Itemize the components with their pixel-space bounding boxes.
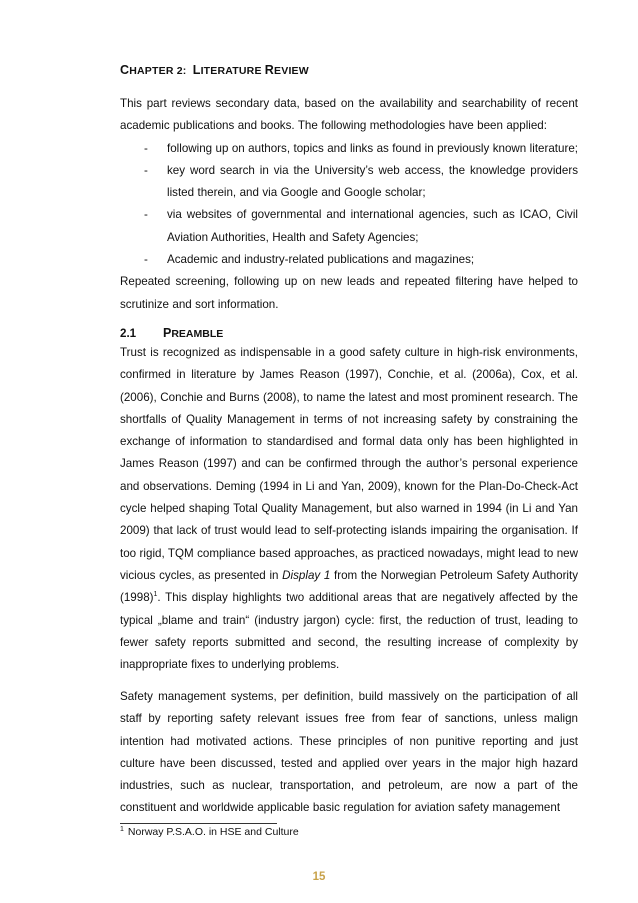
footnote-reference: 1 <box>153 591 158 599</box>
footnote-divider <box>120 823 277 824</box>
chapter-prefix-initial: C <box>120 63 130 77</box>
section-number: 2.1 <box>120 327 137 340</box>
footnote-mark: 1 <box>120 826 124 833</box>
intro-lead: This part reviews secondary data, based on the availability and searchability of recent academic publications and books. The following methodologies have been applied: <box>120 97 578 133</box>
intro-block <box>120 93 578 316</box>
section-heading: 2.1 PREAMBLE <box>120 326 224 340</box>
display-reference: Display 1 <box>282 568 331 582</box>
methodology-list <box>120 138 578 272</box>
footnote-text: Norway P.S.A.O. in HSE and Culture <box>127 826 299 838</box>
para1-text-a: Trust is recognized as indispensable in a good safety culture in high-risk environments, confirmed in literature by James Reason (1997), Conchie, et al. (2006a), Cox, et al. (2006), Conchie and Burns (2008), to name the latest and most prominent research. The shortfalls of Quality Management in terms of not increasing safety by constraining the exchange of information to standardised and formal data only has been highlighted in James Reason (1997) and can be confirmed through the author’s personal experience and observations. Deming (1994 in Li and Yan, 2009), known for the Plan-Do-Check-Act cycle helped shaping Total Quality Management, but also warned in 1994 (in Li and Yan 2009) that lack of trust would lead to self-protecting islands impairing the organisation. If too rigid, TQM compliance based approaches, as practiced nowadays, might lead to new vicious cycles, as presented in <box>120 346 578 582</box>
list-item <box>120 204 578 249</box>
preamble-paragraph-1 <box>120 342 578 676</box>
bullet-marker: - <box>144 141 148 155</box>
list-item-text: via websites of governmental and international agencies, such as ICAO, Civil Aviation Authorities, Health and Safety Agencies; <box>167 208 578 244</box>
list-item <box>120 160 578 205</box>
list-item <box>120 138 578 160</box>
bullet-marker: - <box>144 163 148 177</box>
para1-text-c: . This display highlights two additional areas that are negatively affected by the typical „blame and train“ (industry jargon) cycle: first, the reduction of trust, leading to fewer safety reports submitted and second, the resulting increase of complexity by inappropriate fixes to underlying problems. <box>120 591 578 672</box>
para1-text-b: from the Norwegian Petroleum Safety Authority (1998) <box>120 568 579 605</box>
footnote <box>120 826 299 838</box>
page-number: 15 <box>312 871 326 883</box>
chapter-heading: CHAPTER 2: LITERATURE REVIEW <box>120 63 309 77</box>
list-item-text: key word search in via the University’s web access, the knowledge providers listed therein, and via Google and Google scholar; <box>167 163 578 200</box>
para2-text: Safety management systems, per definition, build massively on the participation of all staff by reporting safety relevant issues free from fear of sanctions, unless malign intention had motivated actions. These principles of non punitive reporting and just culture have been discussed, tested and applied over years in the major high hazard industries, such as nuclear, transportation, and petroleum, are now a part of the constituent and worldwide applicable basic regulation for aviation safety management <box>120 690 578 815</box>
intro-closing: Repeated screening, following up on new leads and repeated filtering have helped to scrutinize and sort information. <box>120 275 578 311</box>
list-item-text: Academic and industry-related publications and magazines; <box>167 253 475 267</box>
list-item-text: following up on authors, topics and links as found in previously known literature; <box>167 141 578 155</box>
list-item <box>120 249 578 271</box>
preamble-paragraph-2 <box>120 686 578 820</box>
bullet-marker: - <box>144 208 148 222</box>
bullet-marker: - <box>144 253 148 267</box>
chapter-prefix-rest: HAPTER 2: <box>129 65 187 77</box>
